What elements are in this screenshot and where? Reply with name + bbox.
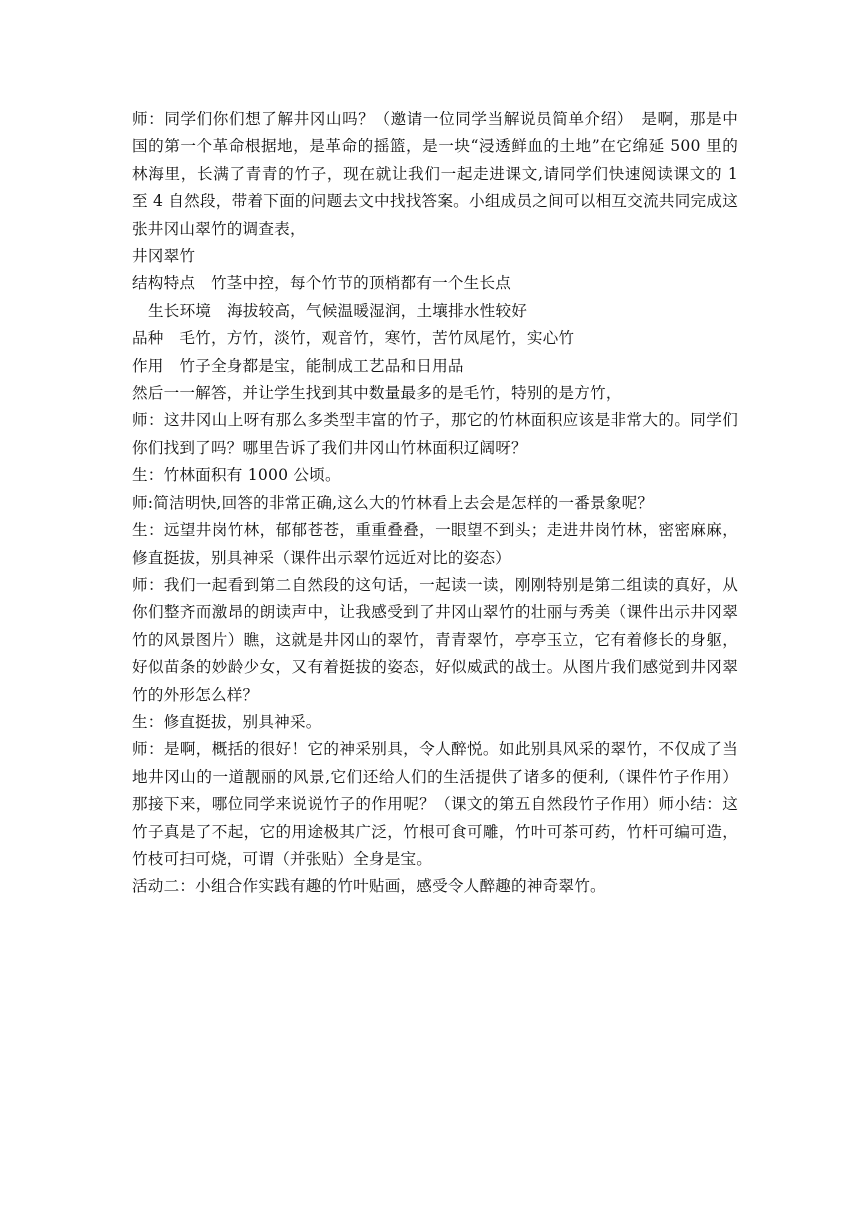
paragraph-teacher-reading: 师：我们一起看到第二自然段的这句话，一起读一读，刚刚特别是第二组读的真好，从你们整齐而激昂的朗读声中，让我感受到了井冈山翠竹的壮丽与秀美（课件出示井冈翠竹的风景图片）瞧，这就是井冈山的翠竹，青青翠竹，亭亭玉立，它有着修长的身躯，好似苗条的妙龄少女，又有着挺拔的姿态，好似威武的战士。从图片我们感觉到井冈翠竹的外形怎么样？ bbox=[132, 575, 738, 704]
document-page bbox=[132, 106, 738, 901]
survey-row-environment: 生长环境 海拔较高，气候温暖湿润，土壤排水性较好 bbox=[148, 301, 528, 320]
survey-row-varieties: 品种 毛竹，方竹，淡竹，观音竹，寒竹，苦竹凤尾竹，实心竹 bbox=[132, 329, 575, 348]
paragraph-intro: 师：同学们你们想了解井冈山吗？（邀请一位同学当解说员简单介绍） 是啊，那是中国的第一个革命根据地，是革命的摇篮，是一块“浸透鲜血的土地”在它绵延 500 里的林海里，长满了青青的竹子，现在就让我们一起走进课文,请同学们快速阅读课文的 1 至 4 自然段，带着下面的问题去文中找找答案。小组成员之间可以相互交流共同完成这张井冈山翠竹的调查表， bbox=[132, 110, 738, 238]
paragraph-student-scene: 生：远望井岗竹林，郁郁苍苍，重重叠叠，一眼望不到头；走进井岗竹林，密密麻麻，修直挺拔，别具神采（课件出示翠竹远近对比的姿态） bbox=[132, 521, 738, 567]
paragraph-student-shape: 生：修直挺拔，别具神采。 bbox=[132, 712, 322, 731]
survey-table-title: 井冈翠竹 bbox=[132, 247, 196, 266]
survey-row-structure: 结构特点 竹茎中控，每个竹节的顶梢都有一个生长点 bbox=[132, 274, 512, 293]
paragraph-answer: 然后一一解答，并让学生找到其中数量最多的是毛竹，特别的是方竹， bbox=[132, 384, 622, 403]
paragraph-teacher-scene: 师:简洁明快,回答的非常正确,这么大的竹林看上去会是怎样的一番景象呢？ bbox=[132, 493, 654, 512]
paragraph-activity-two: 活动二：小组合作实践有趣的竹叶贴画，感受令人醉趣的神奇翠竹。 bbox=[132, 877, 606, 896]
survey-row-uses: 作用 竹子全身都是宝，能制成工艺品和日用品 bbox=[132, 356, 464, 375]
paragraph-teacher-uses: 师：是啊，概括的很好！它的神采别具，令人醉悦。如此别具风采的翠竹，不仅成了当地井冈山的一道靓丽的风景,它们还给人们的生活提供了诸多的便利,（课件竹子作用）那接下来，哪位同学来说说竹子的作用呢？（课文的第五自然段竹子作用）师小结：这竹子真是了不起，它的用途极其广泛，竹根可食可雕，竹叶可茶可药，竹杆可编可造，竹枝可扫可烧，可谓（并张贴）全身是宝。 bbox=[132, 740, 738, 868]
paragraph-student-area: 生：竹林面积有 1000 公顷。 bbox=[132, 466, 341, 485]
paragraph-teacher-area: 师：这井冈山上呀有那么多类型丰富的竹子，那它的竹林面积应该是非常大的。同学们你们找到了吗？哪里告诉了我们井冈山竹林面积辽阔呀？ bbox=[132, 411, 738, 457]
